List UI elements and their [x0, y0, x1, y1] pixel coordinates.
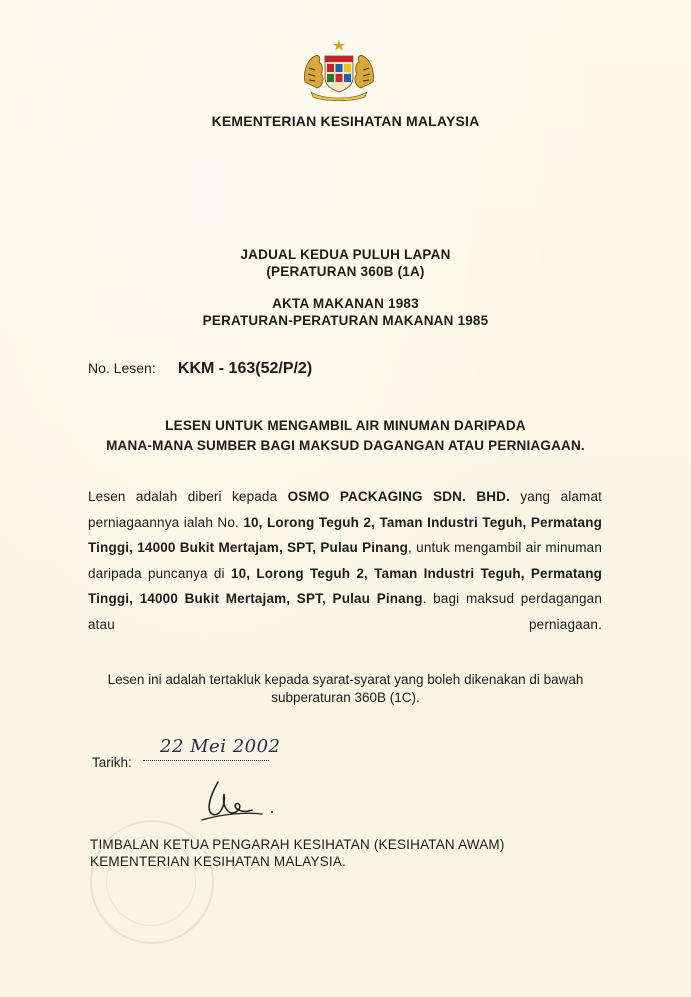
coat-of-arms-icon [299, 38, 379, 102]
license-title-line-1: LESEN UNTUK MENGAMBIL AIR MINUMAN DARIPADA [165, 418, 526, 433]
date-label: Tarikh: [92, 755, 132, 770]
regulations-title: PERATURAN-PERATURAN MAKANAN 1985 [202, 313, 489, 328]
act-title: AKTA MAKANAN 1983 [272, 296, 419, 311]
source-address: 10, Lorong Teguh 2, Taman Industri Teguh, Permatang Tinggi, 14000 Bukit Mertajam, SPT, Pulau Pinang [88, 565, 603, 607]
signature-icon [196, 776, 286, 826]
body-text: Lesen adalah diberi kepada [88, 489, 278, 504]
body-text: . bagi maksud perdagangan atau perniagaan. [88, 591, 602, 632]
license-body-paragraph [88, 484, 602, 638]
schedule-title: JADUAL KEDUA PULUH LAPAN [240, 247, 451, 262]
regulation-reference: (PERATURAN 360B (1A) [266, 264, 425, 279]
business-address: 10, Lorong Teguh 2, Taman Industri Teguh, Permatang Tinggi, 14000 Bukit Mertajam, SPT, Pulau Pinang [88, 514, 603, 556]
license-number: KKM - 163(52/P/2) [177, 360, 313, 377]
license-number-label: No. Lesen: [88, 360, 156, 376]
ministry-heading: KEMENTERIAN KESIHATAN MALAYSIA [211, 113, 480, 129]
conditions-line-1: Lesen ini adalah tertakluk kepada syarat-syarat yang boleh dikenakan di bawah [107, 672, 584, 687]
signatory-title: TIMBALAN KETUA PENGARAH KESIHATAN (KESIHATAN AWAM) [90, 837, 505, 852]
date-value: 22 Mei 2002 [160, 736, 281, 757]
conditions-line-2: subperaturan 360B (1C). [271, 690, 420, 705]
body-text: yang alamat perniagaannya ialah No. [88, 489, 603, 530]
body-text: , untuk mengambil air minuman daripada puncanya di [88, 540, 602, 581]
date-dotted-line [143, 760, 269, 761]
company-name: OSMO PACKAGING SDN. BHD. [287, 489, 510, 504]
license-number-row [88, 360, 312, 378]
license-title-line-2: MANA-MANA SUMBER BAGI MAKSUD DAGANGAN ATAU PERNIAGAAN. [106, 438, 585, 453]
signatory-ministry: KEMENTERIAN KESIHATAN MALAYSIA. [90, 854, 347, 869]
